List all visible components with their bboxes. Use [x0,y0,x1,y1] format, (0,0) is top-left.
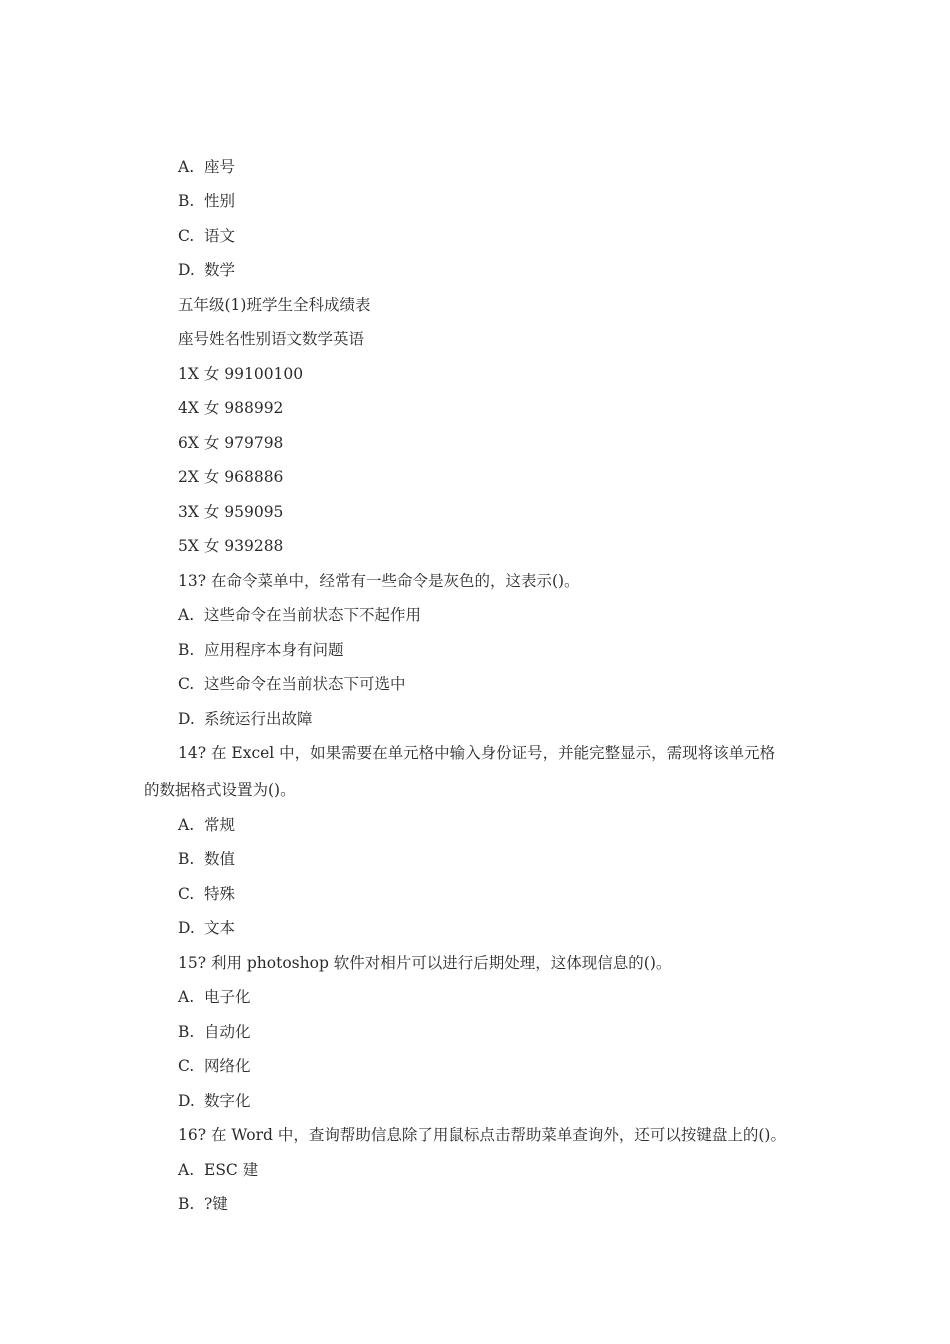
option-line [178,640,344,660]
table-row: 4X 女 988992 [178,399,284,417]
option-line [178,605,421,625]
option-line [178,1091,251,1111]
option-line [178,157,235,177]
option-line [178,1194,228,1214]
option-letter: A. [178,158,195,176]
option-text: 座号 [204,158,236,176]
option-line [178,815,235,835]
option-letter: B. [178,1023,195,1041]
option-text: 数学 [204,261,236,279]
question-14-stem: 14? 在 Excel 中，如果需要在单元格中输入身份证号，并能完整显示，需现将该单元格 [178,744,776,762]
option-letter: D. [178,919,195,937]
option-line [178,1160,258,1180]
option-text: 特殊 [204,885,236,903]
option-letter: C. [178,1057,195,1075]
table-row: 6X 女 979798 [178,434,284,452]
option-text: 语文 [204,227,236,245]
option-text: ?键 [204,1195,228,1213]
option-text: 这些命令在当前状态下可选中 [204,675,406,693]
option-line [178,918,235,938]
option-line [178,1022,251,1042]
option-line [178,1056,251,1076]
option-letter: C. [178,227,195,245]
option-letter: C. [178,675,195,693]
option-letter: D. [178,261,195,279]
option-text: 自动化 [204,1023,251,1041]
option-letter: B. [178,850,195,868]
option-line [178,191,235,211]
option-letter: A. [178,1161,195,1179]
option-letter: D. [178,1092,195,1110]
option-line [178,260,235,280]
option-line [178,674,406,694]
option-letter: B. [178,641,195,659]
option-line [178,709,313,729]
option-line [178,884,235,904]
table-title: 五年级(1)班学生全科成绩表 [178,296,371,314]
option-letter: B. [178,192,195,210]
option-line [178,849,235,869]
option-text: 性别 [204,192,236,210]
table-row: 1X 女 99100100 [178,365,304,383]
option-letter: A. [178,988,195,1006]
question-13-stem: 13? 在命令菜单中，经常有一些命令是灰色的，这表示()。 [178,572,580,590]
option-text: ESC 建 [204,1161,259,1179]
question-15-stem: 15? 利用 photoshop 软件对相片可以进行后期处理，这体现信息的()。 [178,954,672,972]
table-row: 3X 女 959095 [178,503,284,521]
option-letter: A. [178,606,195,624]
option-text: 电子化 [204,988,251,1006]
option-letter: C. [178,885,195,903]
option-line [178,226,235,246]
option-text: 网络化 [204,1057,251,1075]
option-text: 文本 [204,919,236,937]
table-row: 5X 女 939288 [178,537,284,555]
option-letter: B. [178,1195,195,1213]
table-row: 2X 女 968886 [178,468,284,486]
question-14-stem-continued: 的数据格式设置为()。 [144,781,296,799]
option-text: 系统运行出故障 [204,710,313,728]
option-text: 应用程序本身有问题 [204,641,344,659]
question-16-stem: 16? 在 Word 中，查询帮助信息除了用鼠标点击帮助菜单查询外，还可以按键盘上的()。 [178,1126,786,1144]
option-letter: A. [178,816,195,834]
option-line [178,987,251,1007]
option-text: 这些命令在当前状态下不起作用 [204,606,422,624]
option-letter: D. [178,710,195,728]
option-text: 常规 [204,816,236,834]
table-header: 座号姓名性别语文数学英语 [178,330,365,348]
option-text: 数值 [204,850,236,868]
option-text: 数字化 [204,1092,251,1110]
